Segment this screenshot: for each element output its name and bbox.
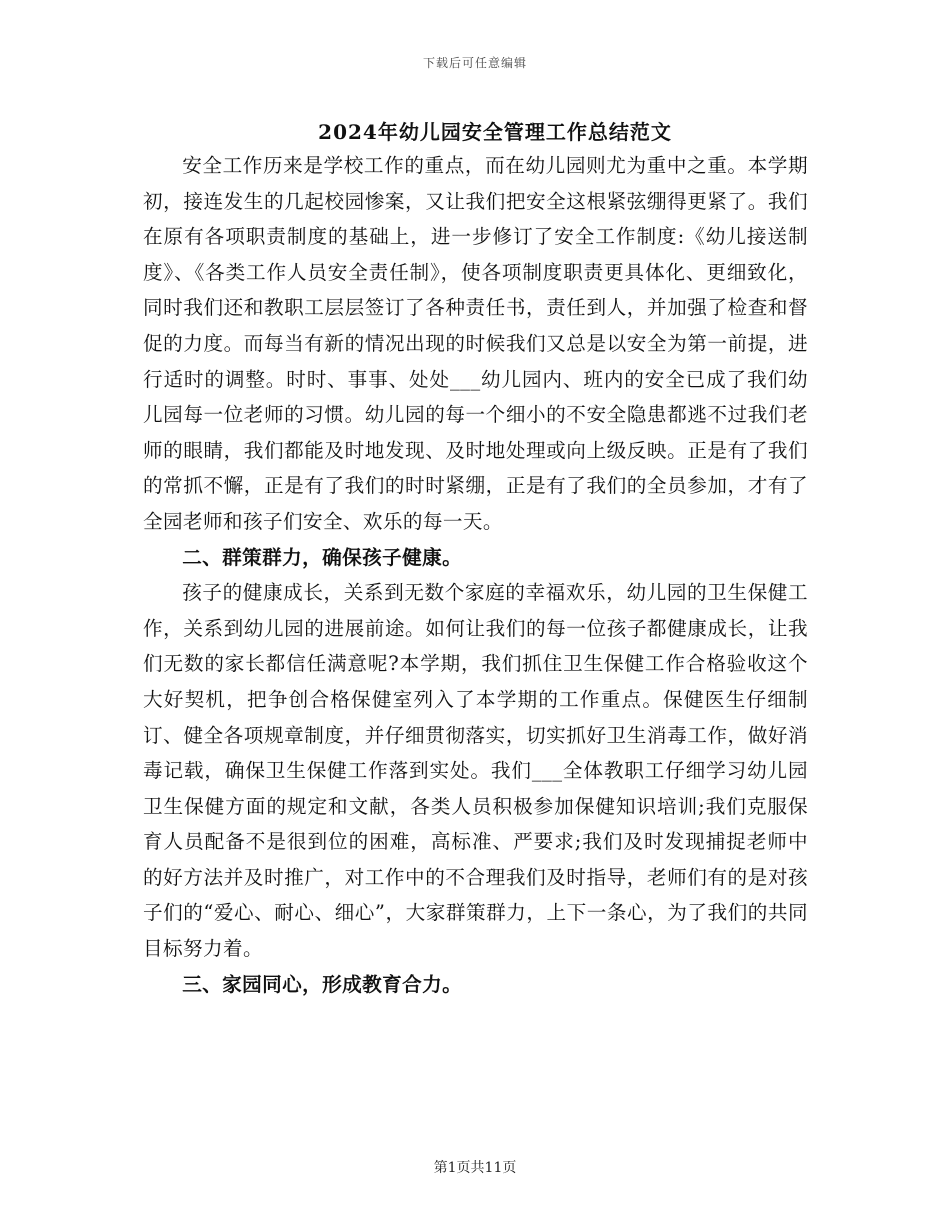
document-title: 2024年幼儿园安全管理工作总结范文 [318,120,672,144]
page-number: 第1页共11页 [433,1160,517,1176]
section-heading-health: 二、群策群力，确保孩子健康。 [182,545,463,569]
paragraph-health-care: 孩子的健康成长，关系到无数个家庭的幸福欢乐，幼儿园的卫生保健工作，关系到幼儿园的进展前途。如何让我们的每一位孩子都健康成长，让我们无数的家长都信任满意呢?本学期，我们抓住卫生保健工作合格验收这个大好契机，把争创合格保健室列入了本学期的工作重点。保健医生仔细制订、健全各项规章制度，并仔细贯彻落实，切实抓好卫生消毒工作，做好消毒记载，确保卫生保健工作落到实处。我们___全体教职工仔细学习幼儿园卫生保健方面的规定和文献，各类人员积极参加保健知识培训;我们克服保育人员配备不是很到位的困难，高标准、严要求;我们及时发现捕捉老师中的好方法并及时推广，对工作中的不合理我们及时指导，老师们有的是对孩子们的“爱心、耐心、细心”，大家群策群力，上下一条心，为了我们的共同目标努力着。 [143,581,808,961]
download-note: 下载后可任意编辑 [422,56,527,70]
document-body [143,148,808,1002]
paragraph-safety-work: 安全工作历来是学校工作的重点，而在幼儿园则尤为重中之重。本学期初，接连发生的几起校园惨案，又让我们把安全这根紧弦绷得更紧了。我们在原有各项职责制度的基础上，进一步修订了安全工作制度:《幼儿接送制度》、《各类工作人员安全责任制》，使各项制度职责更具体化、更细致化，同时我们还和教职工层层签订了各种责任书，责任到人，并加强了检查和督促的力度。而每当有新的情况出现的时候我们又总是以安全为第一前提，进行适时的调整。时时、事事、处处___幼儿园内、班内的安全已成了我们幼儿园每一位老师的习惯。幼儿园的每一个细小的不安全隐患都逃不过我们老师的眼睛，我们都能及时地发现、及时地处理或向上级反映。正是有了我们的常抓不懈，正是有了我们的时时紧绷，正是有了我们的全员参加，才有了全园老师和孩子们安全、欢乐的每一天。 [143,154,808,533]
section-heading-home-school: 三、家园同心，形成教育合力。 [182,972,463,996]
